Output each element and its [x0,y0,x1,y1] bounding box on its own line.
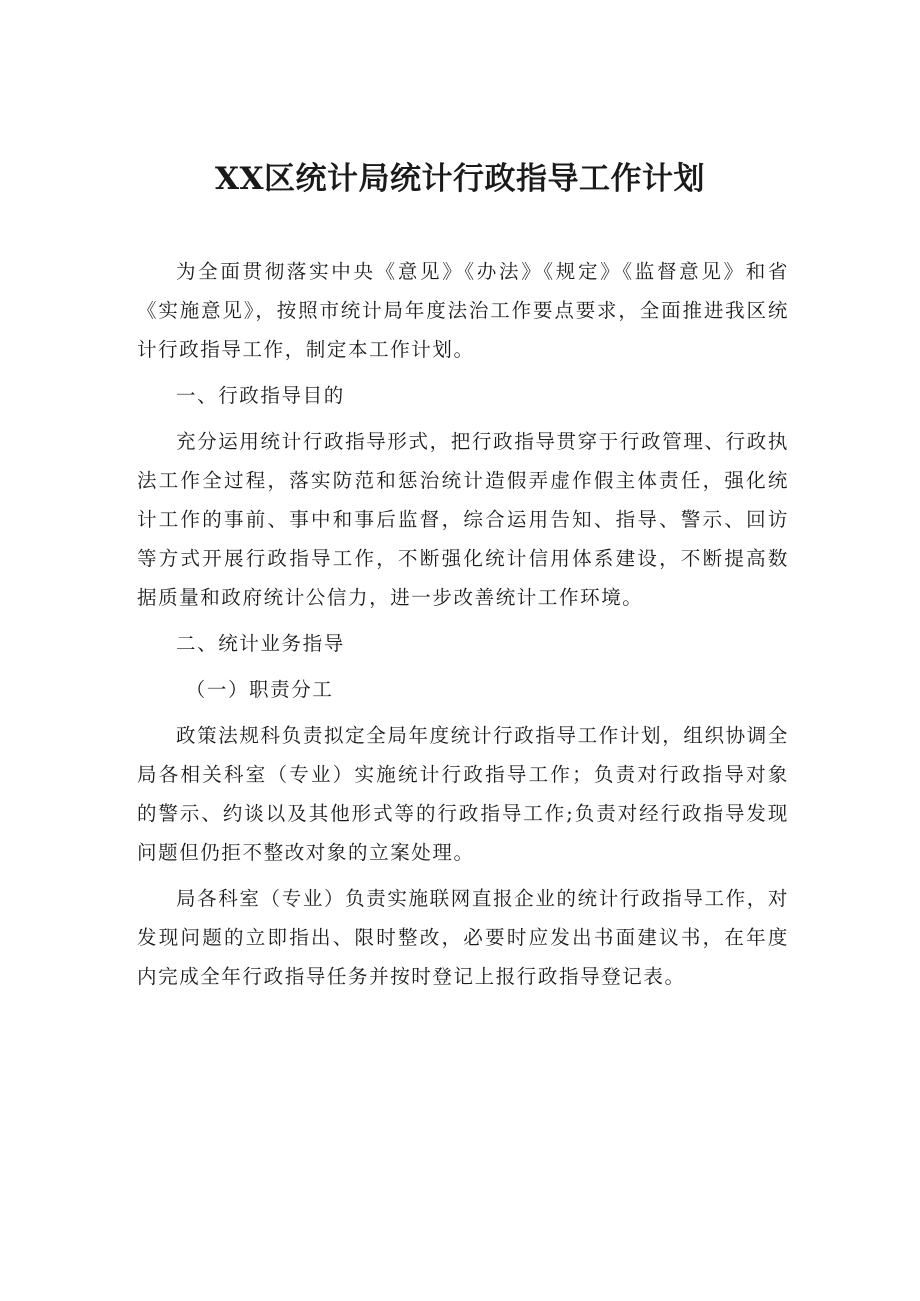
purpose-paragraph: 充分运用统计行政指导形式，把行政指导贯穿于行政管理、行政执法工作全过程，落实防范和惩治统计造假弄虚作假主体责任，强化统计工作的事前、事中和事后监督，综合运用告知、指导、警示、回访等方式开展行政指导工作，不断强化统计信用体系建设，不断提高数据质量和政府统计公信力，进一步改善统计工作环境。 [137,430,789,609]
document-body [137,252,789,1003]
document-title: XX区统计局统计行政指导工作计划 [214,161,706,197]
intro-paragraph: 为全面贯彻落实中央《意见》《办法》《规定》《监督意见》和省《实施意见》，按照市统计局年度法治工作要点要求，全面推进我区统计行政指导工作，制定本工作计划。 [137,260,789,361]
duties-paragraph-departments: 局各科室（专业）负责实施联网直报企业的统计行政指导工作，对发现问题的立即指出、限时整改，必要时应发出书面建议书，在年度内完成全年行政指导任务并按时登记上报行政指导登记表。 [137,887,789,988]
section-heading-business-guidance: 二、统计业务指导 [176,632,345,655]
subsection-heading-division-of-duties: （一）职责分工 [185,678,334,701]
section-heading-purpose: 一、行政指导目的 [176,384,345,407]
duties-paragraph-policy-section: 政策法规科负责拟定全局年度统计行政指导工作计划，组织协调全局各相关科室（专业）实施统计行政指导工作；负责对行政指导对象的警示、约谈以及其他形式等的行政指导工作;负责对经行政指导发现问题但仍拒不整改对象的立案处理。 [137,724,789,864]
